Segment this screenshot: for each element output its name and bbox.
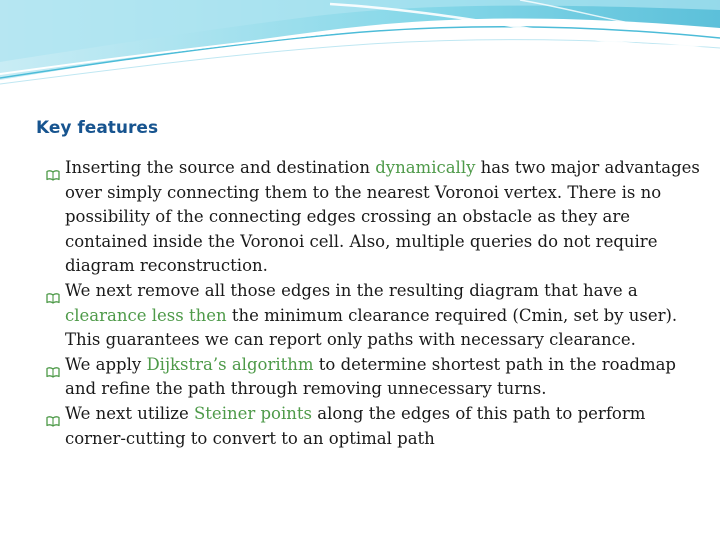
bullet-text: has two major advantages over simply connecting them to the nearest Voronoi vertex. There is no possibility of the connecting edges crossing an obstacle as they are contained inside the Voronoi cell. Also, multiple queries do not require diagram reconstruction.: [65, 158, 700, 276]
open-book-icon: [46, 361, 60, 373]
bullet-list: [45, 156, 705, 451]
bullet-item: [45, 402, 705, 451]
bullet-text: We apply: [65, 354, 147, 374]
bullet-item: [45, 156, 705, 279]
open-book-icon: [46, 287, 60, 299]
highlighted-term: Dijkstra’s algorithm: [146, 354, 314, 374]
bullet-text: to determine shortest path in the roadmap and refine the path through removing unnecessary turns.: [65, 354, 676, 399]
bullet-item: [45, 279, 705, 353]
header-wave-decoration: [0, 0, 720, 90]
bullet-text: We next remove all those edges in the resulting diagram that have a: [65, 280, 638, 300]
bullet-text: along the edges of this path to perform corner-cutting to convert to an optimal path: [65, 403, 646, 448]
open-book-icon: [46, 410, 60, 422]
bullet-text: We next utilize: [65, 403, 194, 423]
bullet-item: [45, 353, 705, 402]
highlighted-term: dynamically: [375, 158, 476, 177]
slide-title: Key features: [36, 118, 159, 138]
bullet-text: the minimum clearance required (Cmin, set by user). This guarantees we can report only paths with necessary clearance.: [65, 305, 678, 350]
highlighted-term: clearance less then: [65, 305, 227, 325]
highlighted-term: Steiner points: [194, 403, 312, 423]
bullet-text: Inserting the source and destination: [65, 158, 376, 177]
open-book-icon: [46, 164, 60, 176]
